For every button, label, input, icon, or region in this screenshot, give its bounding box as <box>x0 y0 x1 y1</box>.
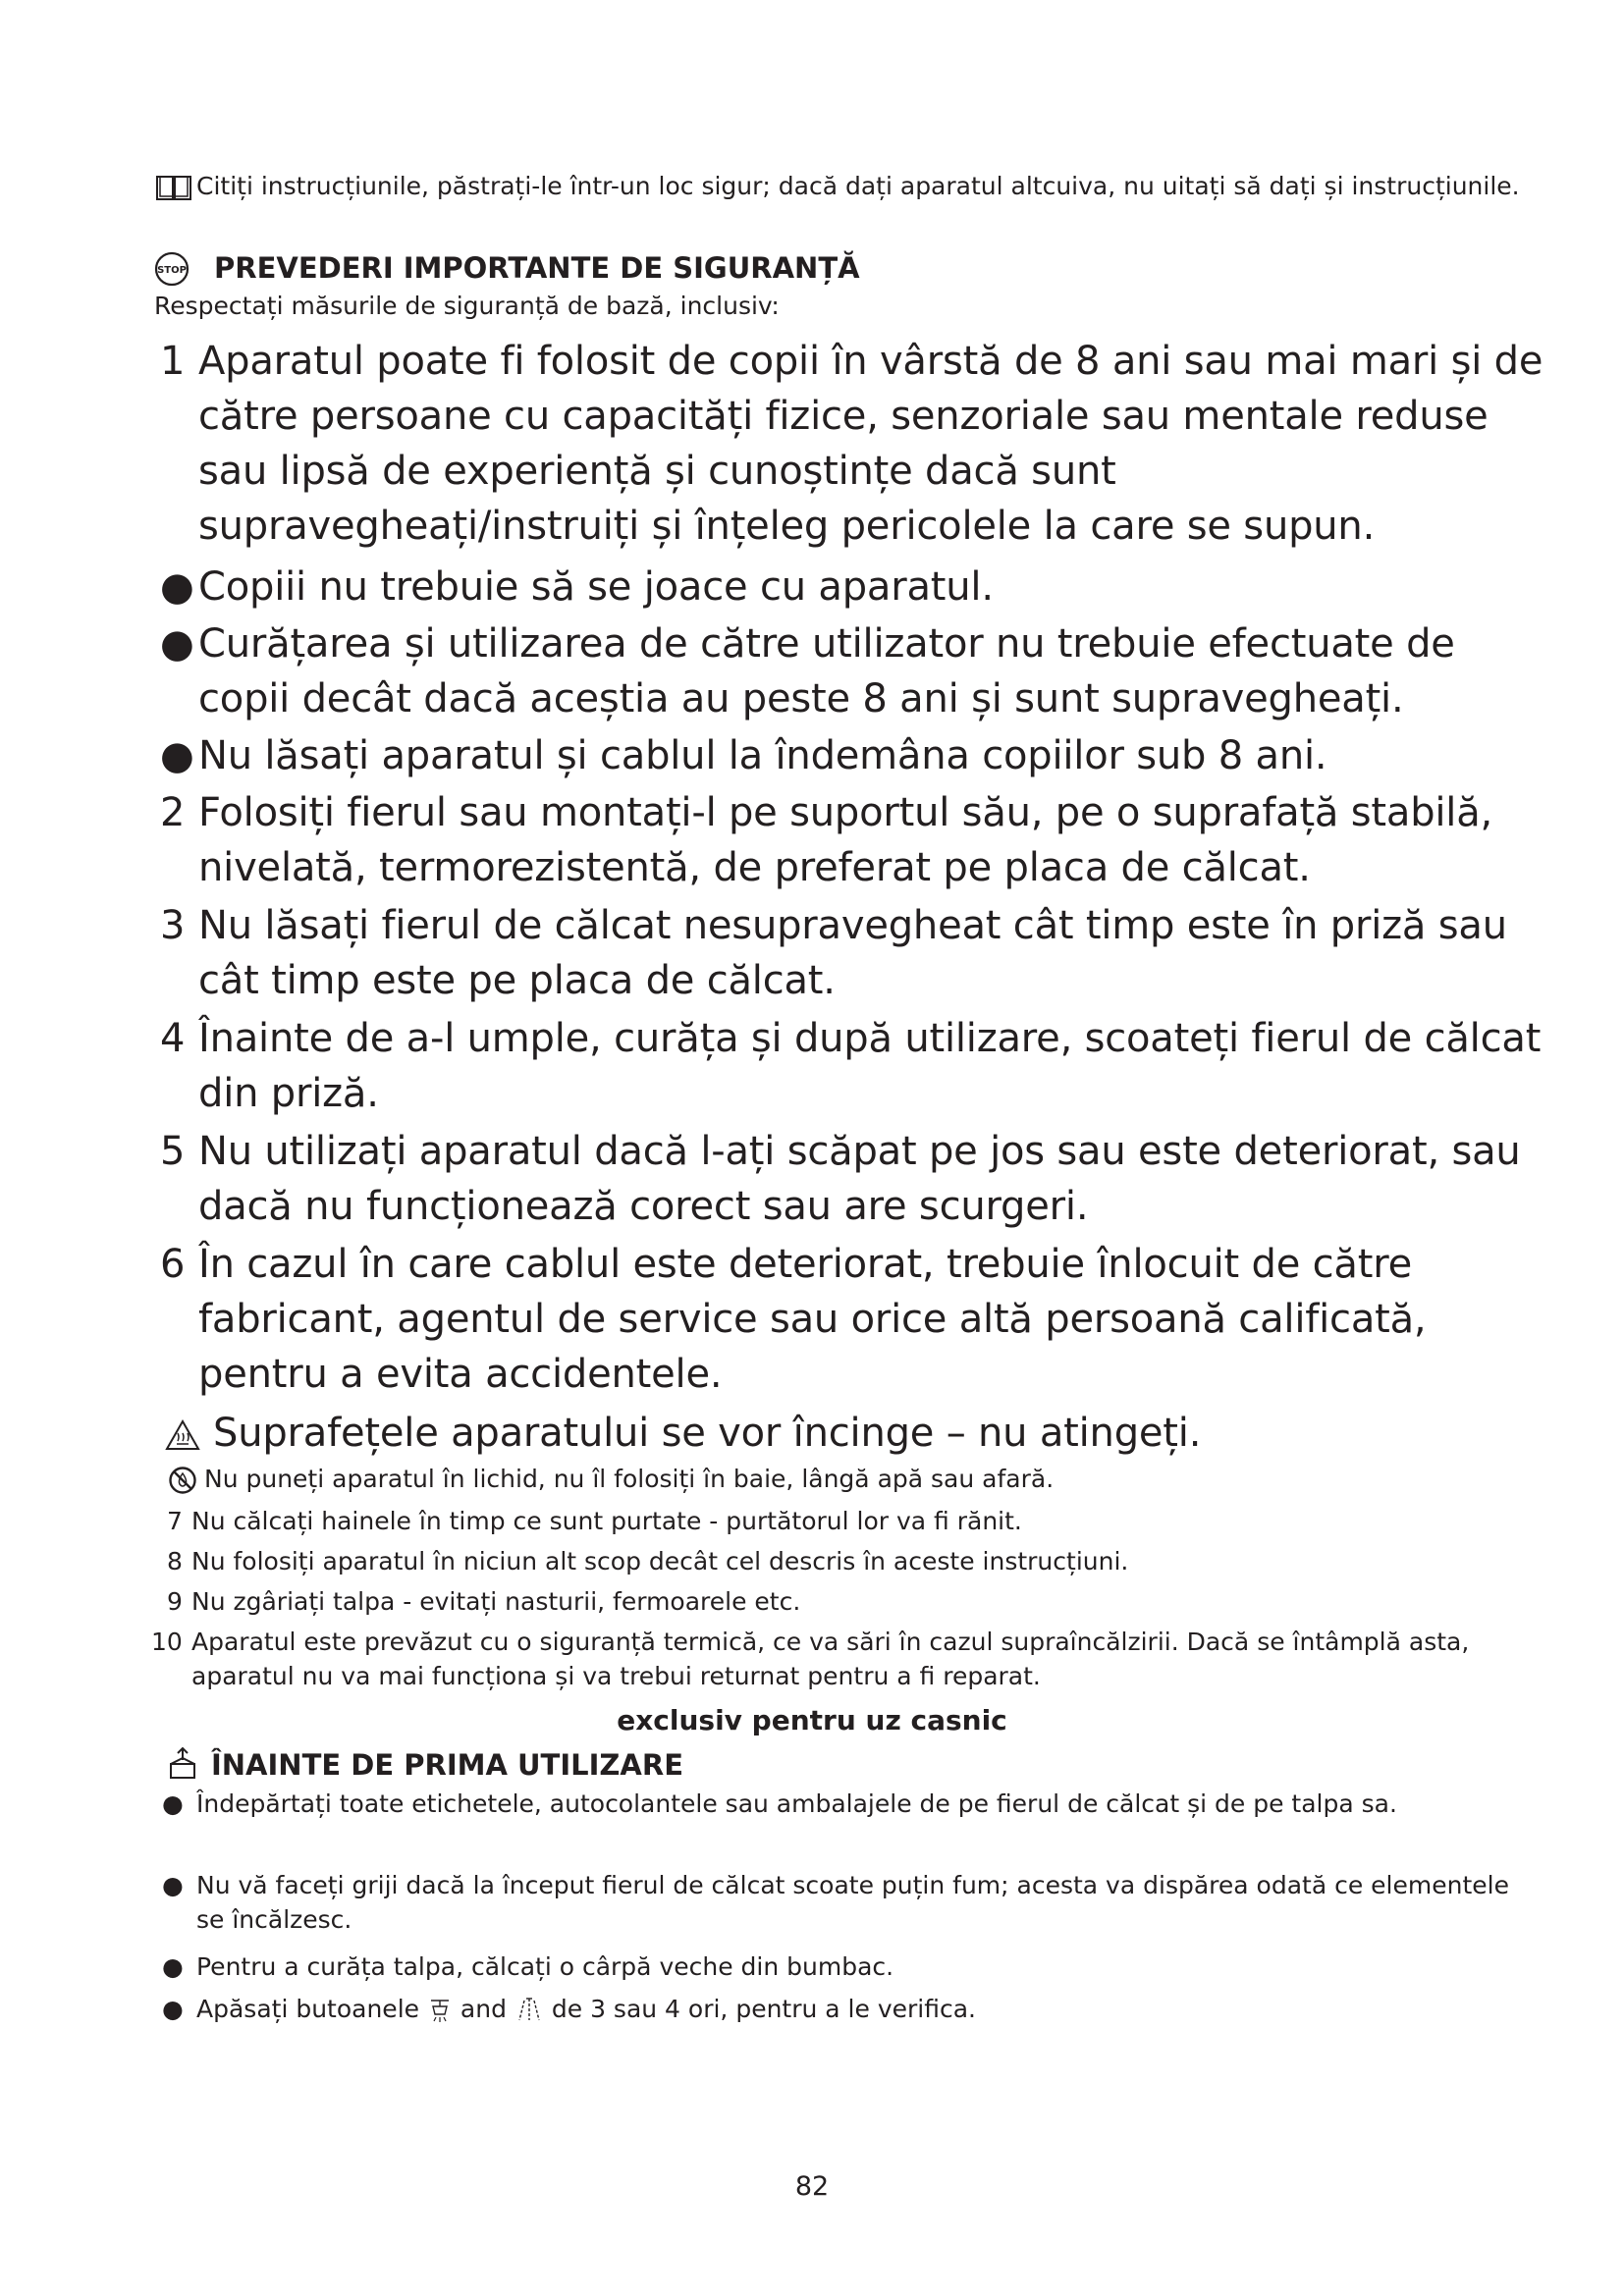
item-text: Nu zgâriați talpa - evitați nasturii, fermoarele etc. <box>191 1587 801 1616</box>
safety-item-1 <box>152 334 1546 560</box>
item-number: 5 <box>160 1129 186 1174</box>
item-text: În cazul în care cablul este deteriorat, trebuie înlocuit de către fabricant, agentul de service sau orice altă persoană calificată, pentru a evita accidentele. <box>198 1242 1427 1397</box>
safety-subtitle: Respectați măsurile de siguranță de bază, inclusiv: <box>154 292 780 320</box>
no-water-warning: Nu puneți aparatul în lichid, nu îl folosiți în baie, lângă apă sau afară. <box>204 1465 1055 1493</box>
bullet-dot: ● <box>160 564 194 610</box>
intro-line: Citiți instrucțiunile, păstrați-le într-un loc sigur; dacă dați aparatul altcuiva, nu uitați să dați și instrucțiunile. <box>196 172 1520 200</box>
safety-bullet <box>152 560 1546 614</box>
no-water-icon <box>168 1466 197 1495</box>
safety-item-4 <box>152 1011 1546 1123</box>
first-use-bullet <box>157 1868 1522 1939</box>
first-use-bullet <box>157 1787 1522 1857</box>
item-text: Înainte de a-l umple, curăța și după utilizare, scoateți fierul de călcat din priză. <box>198 1016 1542 1116</box>
hot-surface-icon <box>165 1419 200 1451</box>
safety-item-8 <box>147 1544 1542 1578</box>
safety-item-10 <box>147 1625 1483 1698</box>
safety-item-6 <box>152 1237 1546 1404</box>
bullet-text: Nu vă faceți griji dacă la început fierul de călcat scoate puțin fum; acesta va dispărea odată ce elementele se încălzesc. <box>196 1871 1509 1934</box>
stop-icon-label: STOP <box>157 265 187 276</box>
bullet-text: Nu lăsați aparatul și cablul la îndemâna copiilor sub 8 ani. <box>198 733 1327 778</box>
safety-item-3 <box>152 898 1546 1010</box>
item-number: 9 <box>167 1587 183 1616</box>
hot-surface-warning: Suprafețele aparatului se vor încinge – nu atingeți. <box>213 1411 1202 1456</box>
bullet-dot: ● <box>162 1789 184 1818</box>
before-first-use-title: ÎNAINTE DE PRIMA UTILIZARE <box>211 1748 684 1782</box>
item-text: Aparatul este prevăzut cu o siguranță termică, ce va sări în cazul supraîncălzirii. Dacă se întâmplă asta, aparatul nu va mai funcționa și va trebui returnat pentru a fi reparat. <box>191 1628 1470 1690</box>
bullet-dot: ● <box>160 733 194 778</box>
unpack-box-icon <box>167 1746 198 1780</box>
item-number: 1 <box>160 339 186 384</box>
item-number: 10 <box>151 1628 183 1656</box>
safety-bullet <box>152 616 1546 728</box>
spray-button-icon <box>427 1997 453 2024</box>
item-text: Nu utilizați aparatul dacă l-ați scăpat pe jos sau este deteriorat, sau dacă nu funcționează corect sau are scurgeri. <box>198 1129 1521 1229</box>
steam-shot-button-icon <box>514 1997 544 2024</box>
item-text: Aparatul poate fi folosit de copii în vârstă de 8 ani sau mai mari și de către persoane cu capacități fizice, senzoriale sau mentale reduse sau lipsă de experiență și cunoștințe dacă sunt supravegheați/instruiți și înțeleg pericolele la care se supun. <box>198 339 1543 549</box>
bullet-text-with-icons <box>196 1992 1522 2026</box>
safety-item-9 <box>147 1584 1542 1619</box>
item-number: 3 <box>160 903 186 948</box>
bullet-dot: ● <box>162 1995 184 2023</box>
household-use-note: exclusiv pentru uz casnic <box>617 1704 1007 1736</box>
safety-item-2 <box>152 785 1546 897</box>
book-icon <box>154 173 193 202</box>
item-number: 8 <box>167 1547 183 1575</box>
safety-bullet <box>152 728 1546 783</box>
press-buttons-text: Apăsați butoanele <box>196 1995 420 2023</box>
item-number: 7 <box>167 1507 183 1535</box>
safety-title: PREVEDERI IMPORTANTE DE SIGURANȚĂ <box>214 251 860 285</box>
item-number: 6 <box>160 1242 186 1287</box>
bullet-dot: ● <box>160 621 194 667</box>
stop-icon <box>154 251 189 287</box>
item-text: Nu folosiți aparatul în niciun alt scop decât cel descris în aceste instrucțiuni. <box>191 1547 1129 1575</box>
bullet-text: Copiii nu trebuie să se joace cu aparatul. <box>198 564 994 610</box>
item-text: Nu călcați hainele în timp ce sunt purtate - purtătorul lor va fi rănit. <box>191 1507 1022 1535</box>
bullet-dot: ● <box>162 1952 184 1981</box>
bullet-text: Curățarea și utilizarea de către utilizator nu trebuie efectuate de copii decât dacă aceștia au peste 8 ani și sunt supravegheați. <box>198 621 1455 721</box>
repeat-text: de 3 sau 4 ori, pentru a le verifica. <box>551 1995 976 2023</box>
intro-text <box>196 169 1551 203</box>
bullet-text: Îndepărtați toate etichetele, autocolantele sau ambalajele de pe fierul de călcat și de pe talpa sa. <box>196 1789 1397 1818</box>
safety-item-5 <box>152 1124 1546 1236</box>
item-text: Nu lăsați fierul de călcat nesupravegheat cât timp este în priză sau cât timp este pe placa de călcat. <box>198 903 1507 1003</box>
item-text: Folosiți fierul sau montați-l pe suportul său, pe o suprafață stabilă, nivelată, termorezistentă, de preferat pe placa de călcat. <box>198 790 1493 890</box>
bullet-text: Pentru a curăța talpa, călcați o cârpă veche din bumbac. <box>196 1952 894 1981</box>
bullet-dot: ● <box>162 1871 184 1899</box>
first-use-bullet <box>157 1992 1522 2027</box>
item-number: 2 <box>160 790 186 835</box>
page-number: 82 <box>794 2171 830 2202</box>
and-text: and <box>460 1995 507 2023</box>
safety-item-7 <box>147 1504 1542 1538</box>
first-use-bullet <box>157 1949 1522 1985</box>
item-number: 4 <box>160 1016 186 1061</box>
